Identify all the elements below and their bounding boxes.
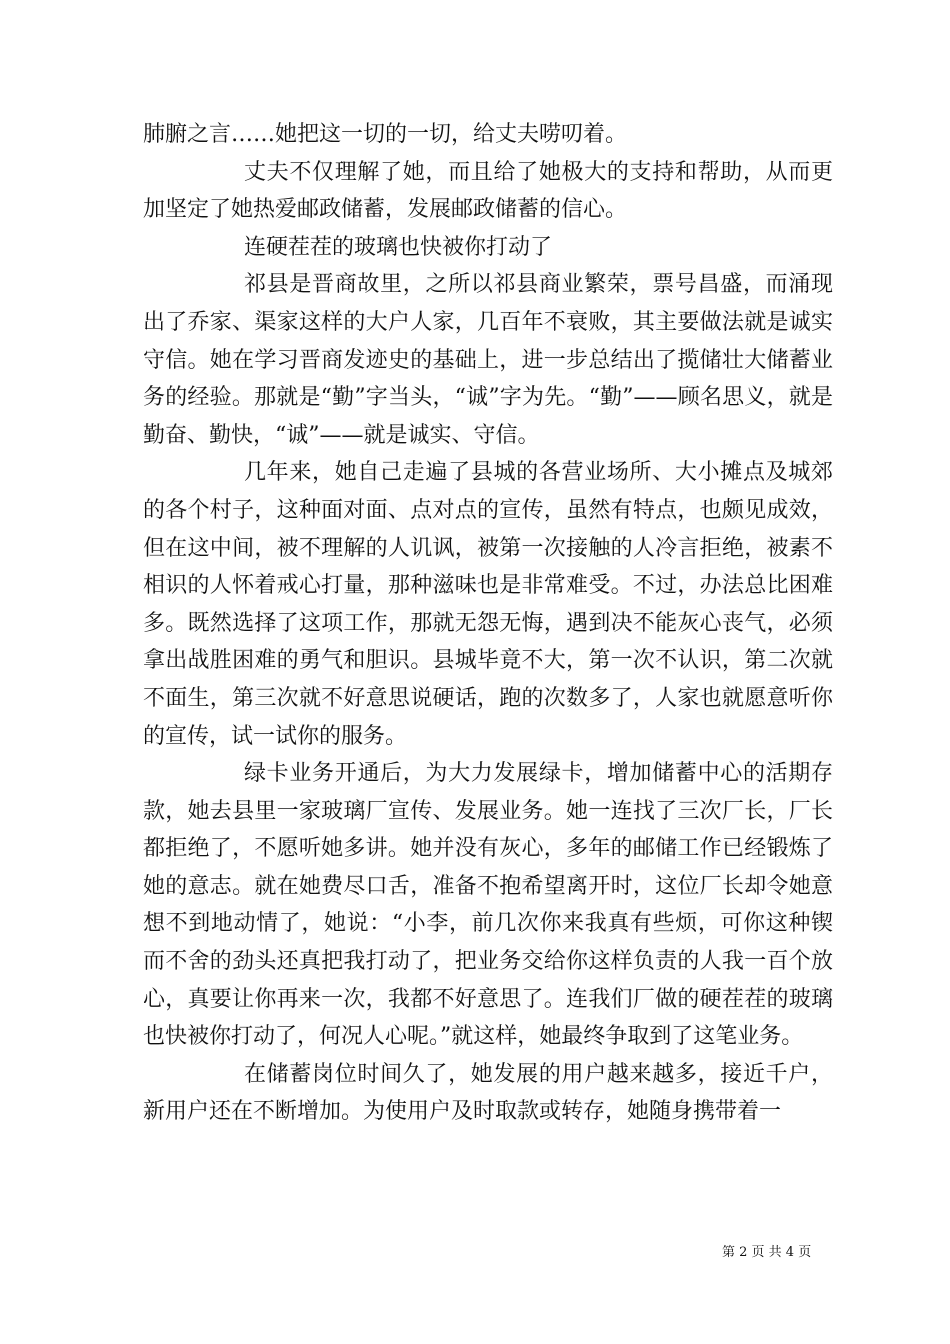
paragraph: 在储蓄岗位时间久了，她发展的用户越来越多，接近千户，新用户还在不断增加。为使用户及时取款或转存，她随身携带着一 xyxy=(143,1061,833,1125)
paragraph: 肺腑之言……她把这一切的一切，给丈夫唠叨着。 xyxy=(143,122,628,147)
section-heading: 连硬茬茬的玻璃也快被你打动了 xyxy=(244,234,553,260)
paragraph: 绿卡业务开通后，为大力发展绿卡，增加储蓄中心的活期存款，她去县里一家玻璃厂宣传、发展业务。她一连找了三次厂长，厂长都拒绝了，不愿听她多讲。她并没有灰心，多年的邮储工作已经锻炼了她的意志。就在她费尽口舌，准备不抱希望离开时，这位厂长却令她意想不到地动情了，她说：“小李，前几次你来我真有些烦，可你这种锲而不舍的劲头还真把我打动了，把业务交给你这样负责的人我一百个放心，真要让你再来一次，我都不好意思了。连我们厂做的硬茬茬的玻璃也快被你打动了，何况人心呢。”就这样，她最终争取到了这笔业务。 xyxy=(143,761,833,1050)
page-number-footer: 第 2 页 共 4 页 xyxy=(722,1245,812,1260)
paragraph: 丈夫不仅理解了她，而且给了她极大的支持和帮助，从而更加坚定了她热爱邮政储蓄，发展邮政储蓄的信心。 xyxy=(143,159,833,223)
paragraph: 祁县是晋商故里，之所以祁县商业繁荣，票号昌盛，而涌现出了乔家、渠家这样的大户人家，几百年不衰败，其主要做法就是诚实守信。她在学习晋商发迹史的基础上，进一步总结出了揽储壮大储蓄业务的经验。那就是“勤”字当头，“诚”字为先。“勤”——顾名思义，就是勤奋、勤快，“诚”——就是诚实、守信。 xyxy=(143,272,834,448)
paragraph: 几年来，她自己走遍了县城的各营业场所、大小摊点及城郊的各个村子，这种面对面、点对点的宣传，虽然有特点，也颇见成效，但在这中间，被不理解的人讥讽，被第一次接触的人冷言拒绝，被素不相识的人怀着戒心打量，那种滋味也是非常难受。不过，办法总比困难多。既然选择了这项工作，那就无怨无悔，遇到决不能灰心丧气，必须拿出战胜困难的勇气和胆识。县城毕竟不大，第一次不认识，第二次就不面生，第三次就不好意思说硬话，跑的次数多了，人家也就愿意听你的宣传，试一试你的服务。 xyxy=(143,460,833,749)
document-body xyxy=(143,116,833,1131)
